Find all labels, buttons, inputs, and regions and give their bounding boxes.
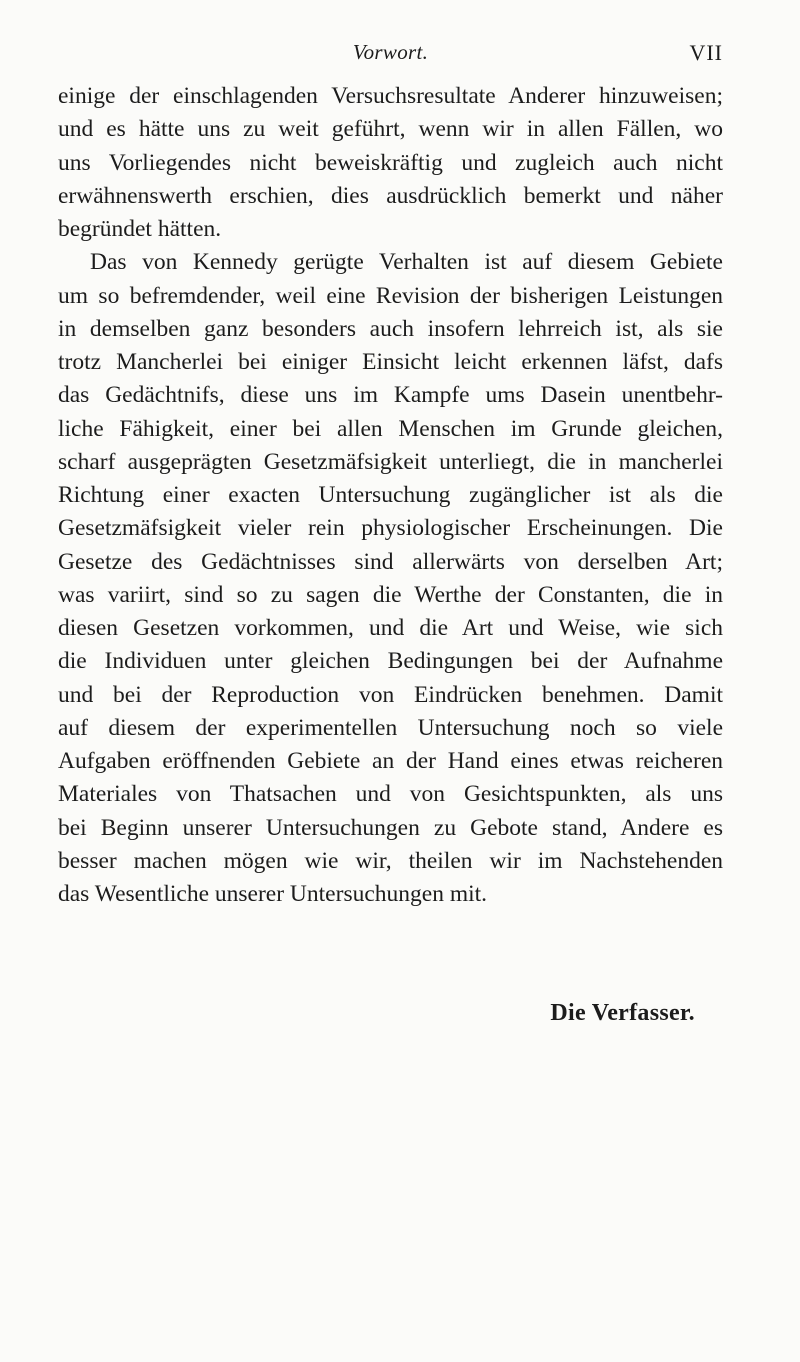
text-line: das Gedächtnifs, diese uns im Kampfe ums Dasein unentbehr-: [58, 382, 723, 409]
text-line: auf diesem der experimentellen Untersuchung noch so viele: [58, 714, 723, 741]
body-text: [58, 80, 723, 1026]
text-line: begründet hätten.: [58, 216, 222, 242]
text-line: Gesetze des Gedächtnisses sind allerwärts von derselben Art;: [58, 548, 723, 575]
text-line: scharf ausgeprägten Gesetzmäfsigkeit unterliegt, die in mancherlei: [58, 448, 723, 475]
text-line: Richtung einer exacten Untersuchung zugänglicher ist als die: [58, 482, 723, 508]
text-line: und es hätte uns zu weit geführt, wenn wir in allen Fällen, wo: [58, 116, 723, 143]
running-head-title: Vorwort.: [352, 40, 429, 64]
text-line: liche Fähigkeit, einer bei allen Menschen im Grunde gleichen,: [58, 415, 723, 442]
text-line: die Individuen unter gleichen Bedingungen bei der Aufnahme: [58, 648, 723, 675]
text-line: was variirt, sind so zu sagen die Werthe der Constanten, die in: [58, 581, 723, 608]
text-line: Aufgaben eröffnenden Gebiete an der Hand eines etwas reicheren: [58, 748, 723, 774]
text-line: besser machen mögen wie wir, theilen wir im Nachstehenden: [58, 847, 723, 874]
text-line: einige der einschlagenden Versuchsresultate Anderer hinzuweisen;: [58, 83, 723, 109]
text-line: das Wesentliche unserer Untersuchungen mit.: [58, 881, 488, 907]
text-line: Materiales von Thatsachen und von Gesichtspunkten, als uns: [58, 781, 723, 808]
running-head: [58, 40, 723, 72]
signature: Die Verfasser.: [550, 1000, 695, 1026]
text-line: trotz Mancherlei bei einiger Einsicht leicht erkennen läfst, dafs: [58, 349, 723, 375]
page-number: VII: [689, 40, 723, 65]
text-line: diesen Gesetzen vorkommen, und die Art und Weise, wie sich: [58, 615, 723, 641]
text-line: und bei der Reproduction von Eindrücken benehmen. Damit: [58, 681, 723, 708]
text-line: Gesetzmäfsigkeit vieler rein physiologischer Erscheinungen. Die: [58, 515, 723, 542]
text-line: erwähnenswerth erschien, dies ausdrücklich bemerkt und näher: [58, 182, 723, 209]
text-line: in demselben ganz besonders auch insofern lehrreich ist, als sie: [58, 315, 723, 342]
text-line: uns Vorliegendes nicht beweiskräftig und zugleich auch nicht: [58, 149, 723, 176]
text-line: bei Beginn unserer Untersuchungen zu Gebote stand, Andere es: [58, 814, 723, 841]
text-line: Das von Kennedy gerügte Verhalten ist auf diesem Gebiete: [90, 249, 723, 276]
text-line: um so befremdender, weil eine Revision der bisherigen Leistungen: [58, 282, 723, 309]
